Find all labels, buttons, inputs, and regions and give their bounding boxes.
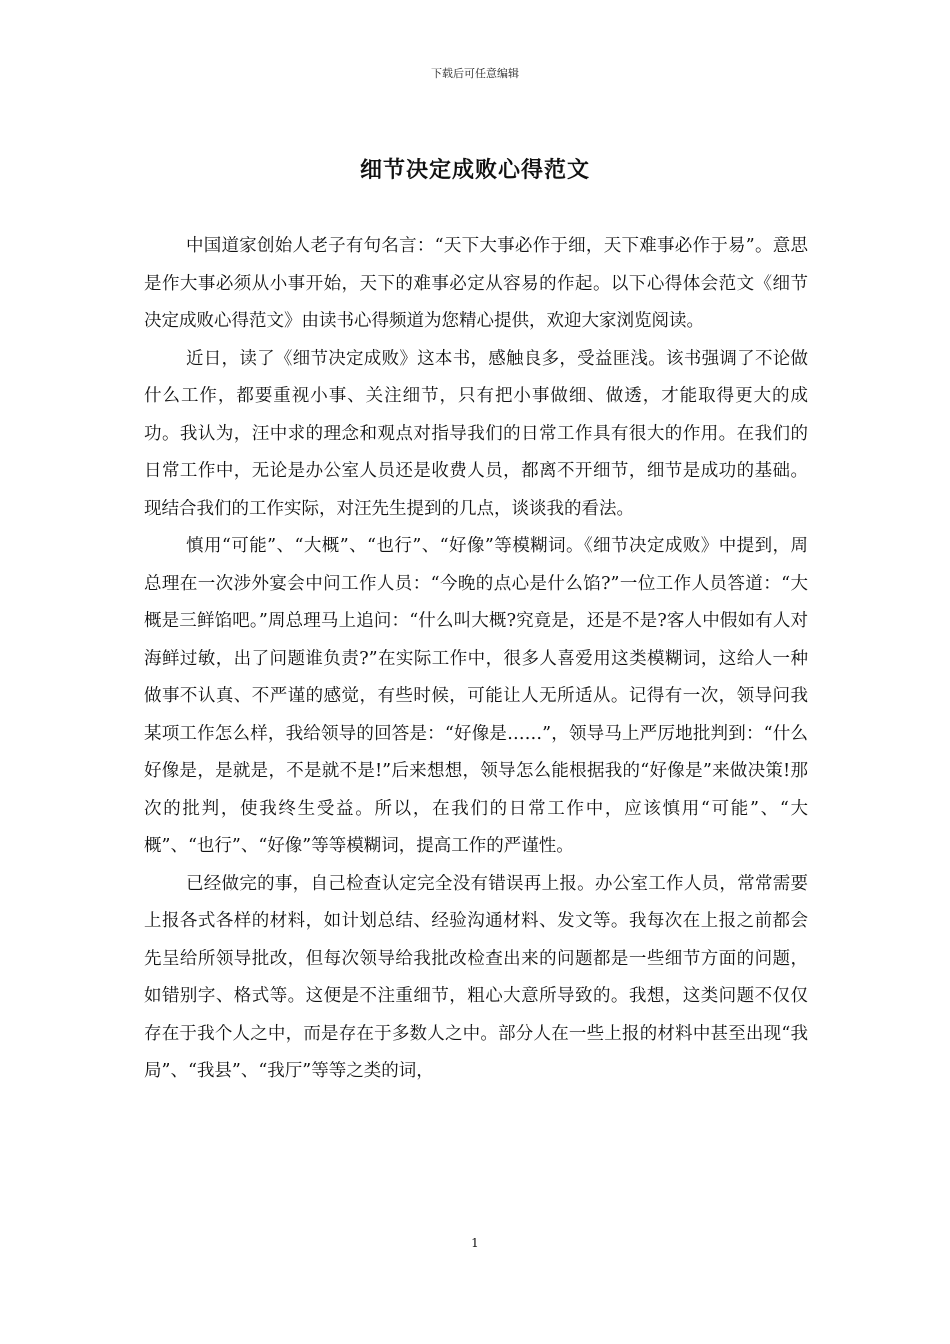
document-body	[144, 228, 808, 1091]
paragraph-reading: 近日，读了《细节决定成败》这本书，感触良多，受益匪浅。该书强调了不论做什么工作，都要重视小事、关注细节，只有把小事做细、做透，才能取得更大的成功。我认为，汪中求的理念和观点对指导我们的日常工作具有很大的作用。在我们的日常工作中，无论是办公室人员还是收费人员，都离不开细节，细节是成功的基础。现结合我们的工作实际，对汪先生提到的几点，谈谈我的看法。	[144, 348, 808, 519]
document-title: 细节决定成败心得范文	[359, 157, 590, 183]
paragraph-self-check: 已经做完的事，自己检查认定完全没有错误再上报。办公室工作人员，常常需要上报各式各样的材料，如计划总结、经验沟通材料、发文等。我每次在上报之前都会先呈给所领导批改，但每次领导给我批改检查出来的问题都是一些细节方面的问题，如错别字、格式等。这便是不注重细节，粗心大意所导致的。我想，这类问题不仅仅存在于我个人之中，而是存在于多数人之中。部分人在一些上报的材料中甚至出现“我局”、“我县”、“我厅”等等之类的词，	[144, 873, 808, 1081]
page-number: 1	[471, 1236, 479, 1250]
page-header-note: 下载后可任意编辑	[431, 67, 519, 80]
paragraph-vague-words: 慎用“可能”、“大概”、“也行”、“好像”等模糊词。《细节决定成败》中提到，周总理在一次涉外宴会中问工作人员：“今晚的点心是什么馅?”一位工作人员答道：“大概是三鲜馅吧。”周总理马上追问：“什么叫大概?究竟是，还是不是?客人中假如有人对海鲜过敏，出了问题谁负责?”在实际工作中，很多人喜爱用这类模糊词，这给人一种做事不认真、不严谨的感觉，有些时候，可能让人无所适从。记得有一次，领导问我某项工作怎么样，我给领导的回答是：“好像是……”，领导马上严厉地批判到：“什么好像是，是就是，不是就不是!”后来想想，领导怎么能根据我的“好像是”来做决策!那次的批判，使我终生受益。所以，在我们的日常工作中，应该慎用“可能”、“大概”、“也行”、“好像”等等模糊词，提高工作的严谨性。	[144, 536, 808, 856]
paragraph-intro: 中国道家创始人老子有句名言：“天下大事必作于细，天下难事必作于易”。意思是作大事必须从小事开始，天下的难事必定从容易的作起。以下心得体会范文《细节决定成败心得范文》由读书心得频道为您精心提供，欢迎大家浏览阅读。	[144, 236, 808, 331]
